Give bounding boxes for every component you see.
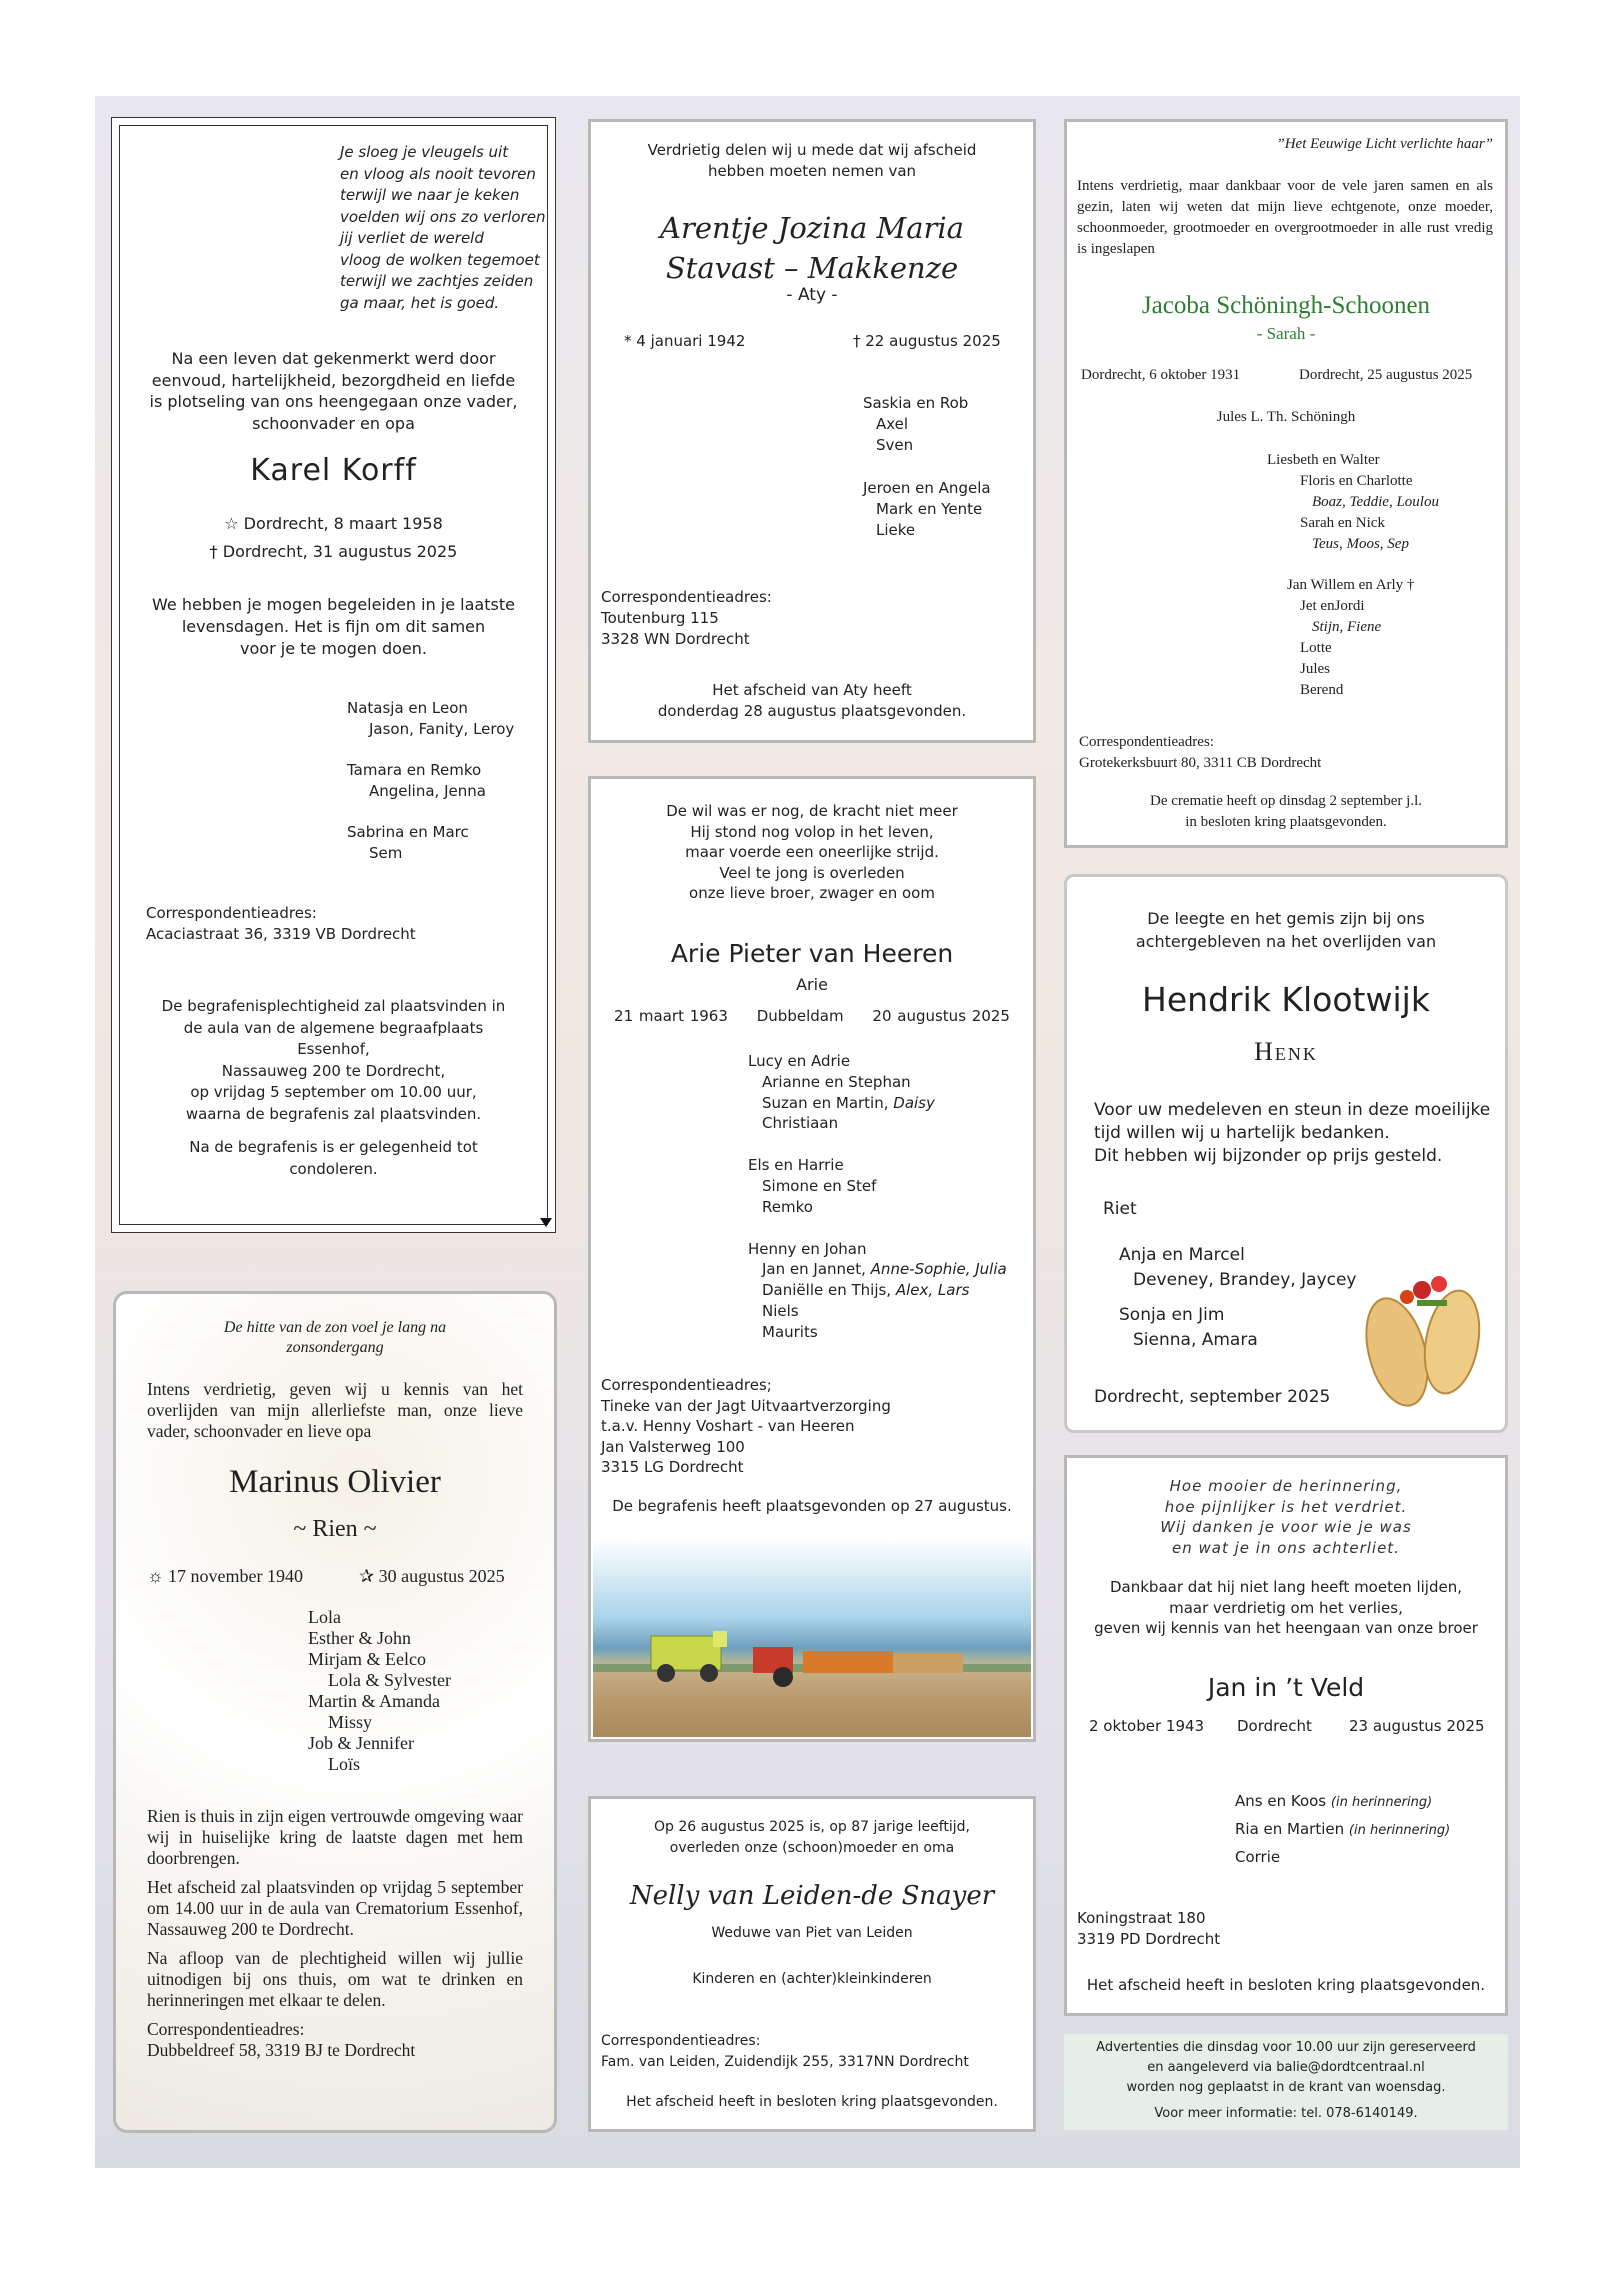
korff-intro: Na een leven dat gekenmerkt werd door eenvoud, hartelijkheid, bezorgdheid en liefde is plotseling van ons heengegaan onze vader, schoonvader en opa (149, 349, 518, 433)
cross-icon: † (209, 542, 218, 561)
obituary-karel-korff (111, 117, 556, 1233)
klootwijk-name: Hendrik Klootwijk (1142, 980, 1430, 1019)
trailer-second (893, 1653, 963, 1673)
tulip-red (1413, 1281, 1431, 1299)
stavast-died: † 22 augustus 2025 (853, 332, 1001, 350)
veld-family: Ans en Koos (in herinnering) Ria en Martien (in herinnering) Corrie (1235, 1792, 1451, 1866)
heeren-poem: De wil was er nog, de kracht niet meer Hij stond nog volop in het leven, maar voerde een oneerlijke strijd. Veel te jong is overleden onze lieve broer, zwager en oom (666, 802, 958, 902)
schoningh-born: Dordrecht, 6 oktober 1931 (1081, 367, 1241, 383)
heeren-closing: De begrafenis heeft plaatsgevonden op 27 augustus. (612, 1497, 1012, 1515)
obituary-in-t-veld (1064, 1455, 1508, 2016)
klootwijk-family: Anja en Marcel Deveney, Brandey, Jaycey Sonja en Jim Sienna, Amara (1119, 1245, 1357, 1350)
notice-lines: Advertenties die dinsdag voor 10.00 uur zijn gereserveerd en aangeleverd via balie@dordtcentraal.nl worden nog geplaatst in de krant van woensdag. Voor meer informatie: tel. 078-6140149. (1096, 2040, 1476, 2121)
olivier-poem: De hitte van de zon voel je lang na zonsondergang (223, 1319, 447, 1356)
schoningh-nickname: - Sarah - (1256, 324, 1316, 343)
heeren-nickname: Arie (796, 975, 828, 994)
klootwijk-intro: De leegte en het gemis zijn bij ons achtergebleven na het overlijden van (1135, 909, 1437, 951)
veld-poem: Hoe mooier de herinnering, hoe pijnlijker is het verdriet. Wij danken je voor wie je was en wat je in ons achterliet. (1160, 1477, 1412, 1557)
veld-address: Koningstraat 180 3319 PD Dordrecht (1077, 1909, 1221, 1948)
leiden-widow: Weduwe van Piet van Leiden (711, 1925, 913, 1941)
schoningh-correspondence: Correspondentieadres: Grotekerksbuurt 80, 3311 CB Dordrecht (1079, 734, 1322, 771)
obituary-schoningh (1064, 119, 1508, 848)
stavast-family: Saskia en Rob Axel Sven Jeroen en Angela Mark en Yente Lieke (863, 394, 991, 539)
stavast-nickname: - Aty - (786, 285, 838, 305)
korff-dates: ☆ Dordrecht, 8 maart 1958 † Dordrecht, 31 augustus 2025 (209, 514, 458, 561)
korff-poem: Je sloeg je vleugels uit en vloog als nooit tevoren terwijl we naar je keken voelden wij ons zo verloren jij verliet de wereld vloog de wolken tegemoet terwijl we zachtjes zeiden ga maar, het is goed. (340, 143, 546, 312)
olivier-name: Marinus Olivier (229, 1464, 441, 1500)
veld-closing: Het afscheid heeft in besloten kring plaatsgevonden. (1086, 1976, 1486, 1994)
sun-icon: ☼ (147, 1566, 164, 1586)
triangle-down-icon (540, 1218, 552, 1227)
korff-funeral: De begrafenisplechtigheid zal plaatsvinden in de aula van de algemene begraafplaats Essenhof, Nassauweg 200 te Dordrecht, op vrijdag 5 september om 10.00 uur, waarna de begrafenis zal plaatsvinden. Na de begrafenis is er gelegenheid tot condoleren. (161, 997, 506, 1178)
leiden-closing: Het afscheid heeft in besloten kring plaatsgevonden. (626, 2094, 998, 2110)
schoningh-name: Jacoba Schöningh-Schoonen (1141, 292, 1431, 319)
harvest-photo (593, 1539, 1031, 1737)
schoningh-family: Liesbeth en Walter Floris en Charlotte Boaz, Teddie, Loulou Sarah en Nick Teus, Moos, Sep Jan Willem en Arly † Jet enJordi Stijn, Fiene Lotte Jules Berend (1267, 452, 1439, 698)
heeren-family: Lucy en Adrie Arianne en Stephan Suzan en Martin, Daisy Christiaan Els en Harrie Simone en Stef Remko Henny en Johan Jan en Jannet, Anne-Sophie, Julia Daniëlle en Thijs, Alex, Lars Niels Maurits (748, 1052, 1007, 1341)
obituary-olivier (113, 1291, 557, 2133)
trailer (803, 1651, 893, 1673)
veld-intro: Dankbaar dat hij niet lang heeft moeten lijden, maar verdrietig om het verlies, geven wij kennis van het heengaan van onze broer (1094, 1578, 1478, 1637)
tulip-leaves (1417, 1300, 1447, 1306)
stavast-closing: Het afscheid van Aty heeft donderdag 28 augustus plaatsgevonden. (657, 681, 967, 720)
heeren-dates: 21 maart 1963 Dubbeldam 20 augustus 2025 (614, 1007, 1010, 1025)
tractor-wheel (773, 1667, 793, 1687)
combine-wheel-rear (700, 1664, 718, 1682)
olivier-intro: Intens verdrietig, geven wij u kennis van het overlijden van mijn allerliefste man, onze lieve vader, schoonvader en lieve opa (147, 1379, 523, 1441)
schoningh-closing: De crematie heeft op dinsdag 2 september j.l. in besloten kring plaatsgevonden. (1150, 793, 1422, 830)
korff-name: Karel Korff (250, 453, 417, 488)
leiden-correspondence: Correspondentieadres: Fam. van Leiden, Zuidendijk 255, 3317NN Dordrecht (601, 2033, 969, 2070)
obituary-van-heeren (588, 776, 1036, 1742)
schoningh-died: Dordrecht, 25 augustus 2025 (1299, 367, 1473, 383)
heeren-correspondence: Correspondentieadres; Tineke van der Jagt Uitvaartverzorging t.a.v. Henny Voshart - van Heeren Jan Valsterweg 100 3315 LG Dordrecht (601, 1376, 891, 1476)
leiden-intro: Op 26 augustus 2025 is, op 87 jarige leeftijd, overleden onze (schoon)moeder en oma (653, 1819, 971, 1856)
stavast-born: * 4 januari 1942 (624, 332, 746, 350)
stavast-name: Arentje Jozina Maria Stavast – Makkenze (660, 211, 964, 285)
schoningh-intro: Intens verdrietig, maar dankbaar voor de vele jaren samen en als gezin, laten wij weten dat mijn lieve echtgenote, onze moeder, schoonmoeder, grootmoeder en overgrootmoeder in alle rust vredig is ingeslapen (1077, 178, 1493, 257)
olivier-born: ☼ 17 november 1940 (147, 1566, 303, 1586)
veld-place: Dordrecht (1237, 1717, 1312, 1735)
veld-died: 23 augustus 2025 (1349, 1717, 1485, 1735)
combine-wheel (657, 1664, 675, 1682)
obituary-van-leiden (588, 1796, 1036, 2132)
schoningh-husband: Jules L. Th. Schöningh (1216, 409, 1356, 425)
combine-cab (713, 1631, 727, 1647)
wooden-clogs-image (1347, 1262, 1497, 1412)
klootwijk-place-date: Dordrecht, september 2025 (1094, 1387, 1331, 1407)
korff-correspondence: Correspondentieadres: Acaciastraat 36, 3319 VB Dordrecht (146, 904, 416, 943)
schoningh-quote: ”Het Eeuwige Licht verlichte haar” (1276, 136, 1493, 152)
obituary-klootwijk (1064, 874, 1508, 1433)
leiden-name: Nelly van Leiden-de Snayer (629, 1881, 995, 1911)
olivier-nickname: ~ Rien ~ (293, 1516, 377, 1542)
harvest-illustration (593, 1539, 1031, 1737)
heeren-name: Arie Pieter van Heeren (670, 939, 954, 968)
veld-born: 2 oktober 1943 (1089, 1717, 1205, 1735)
tulip-red-2 (1431, 1276, 1447, 1292)
obituary-stavast (588, 119, 1036, 743)
klootwijk-thanks: Voor uw medeleven en steun in deze moeilijke tijd willen wij u hartelijk bedanken. Dit hebben wij bijzonder op prijs gesteld. (1094, 1100, 1491, 1166)
stavast-correspondence: Correspondentieadres: Toutenburg 115 3328 WN Dordrecht (601, 588, 772, 648)
notice-box (1064, 2034, 1508, 2130)
olivier-family: Lola Esther & John Mirjam & Eelco Lola & Sylvester Martin & Amanda Missy Job & Jennifer Loïs (308, 1607, 451, 1774)
tulip-orange (1400, 1290, 1414, 1304)
klootwijk-first: Riet (1103, 1199, 1137, 1219)
stavast-intro: Verdrietig delen wij u mede dat wij afscheid hebben moeten nemen van (647, 141, 977, 180)
star-icon: ✰ (359, 1566, 375, 1586)
leiden-children: Kinderen en (achter)kleinkinderen (692, 1971, 932, 1987)
olivier-body: Rien is thuis in zijn eigen vertrouwde omgeving waar wij in huiselijke kring de laatste dagen met hem doorbrengen. Het afscheid zal plaatsvinden op vrijdag 5 september om 14.00 uur in de aula van Crematorium Essenhof, Nassauweg 200 te Dordrecht. Na afloop van de plechtigheid willen wij jullie uitnodigen bij ons thuis, om wat te drinken en herinneringen met elkaar te delen. Correspondentieadres: Dubbeldreef 58, 3319 BJ te Dordrecht (147, 1806, 523, 2060)
star-icon: ☆ (224, 514, 239, 533)
korff-family: Natasja en Leon Jason, Fanity, Leroy Tamara en Remko Angelina, Jenna Sabrina en Marc Sem (347, 699, 515, 862)
klootwijk-nickname: Henk (1254, 1037, 1318, 1066)
olivier-died: ✰ 30 augustus 2025 (359, 1566, 505, 1586)
veld-name: Jan in ’t Veld (1207, 1673, 1365, 1702)
korff-accompany: We hebben je mogen begeleiden in je laatste levensdagen. Het is fijn om dit samen voor je te mogen doen. (152, 595, 515, 658)
